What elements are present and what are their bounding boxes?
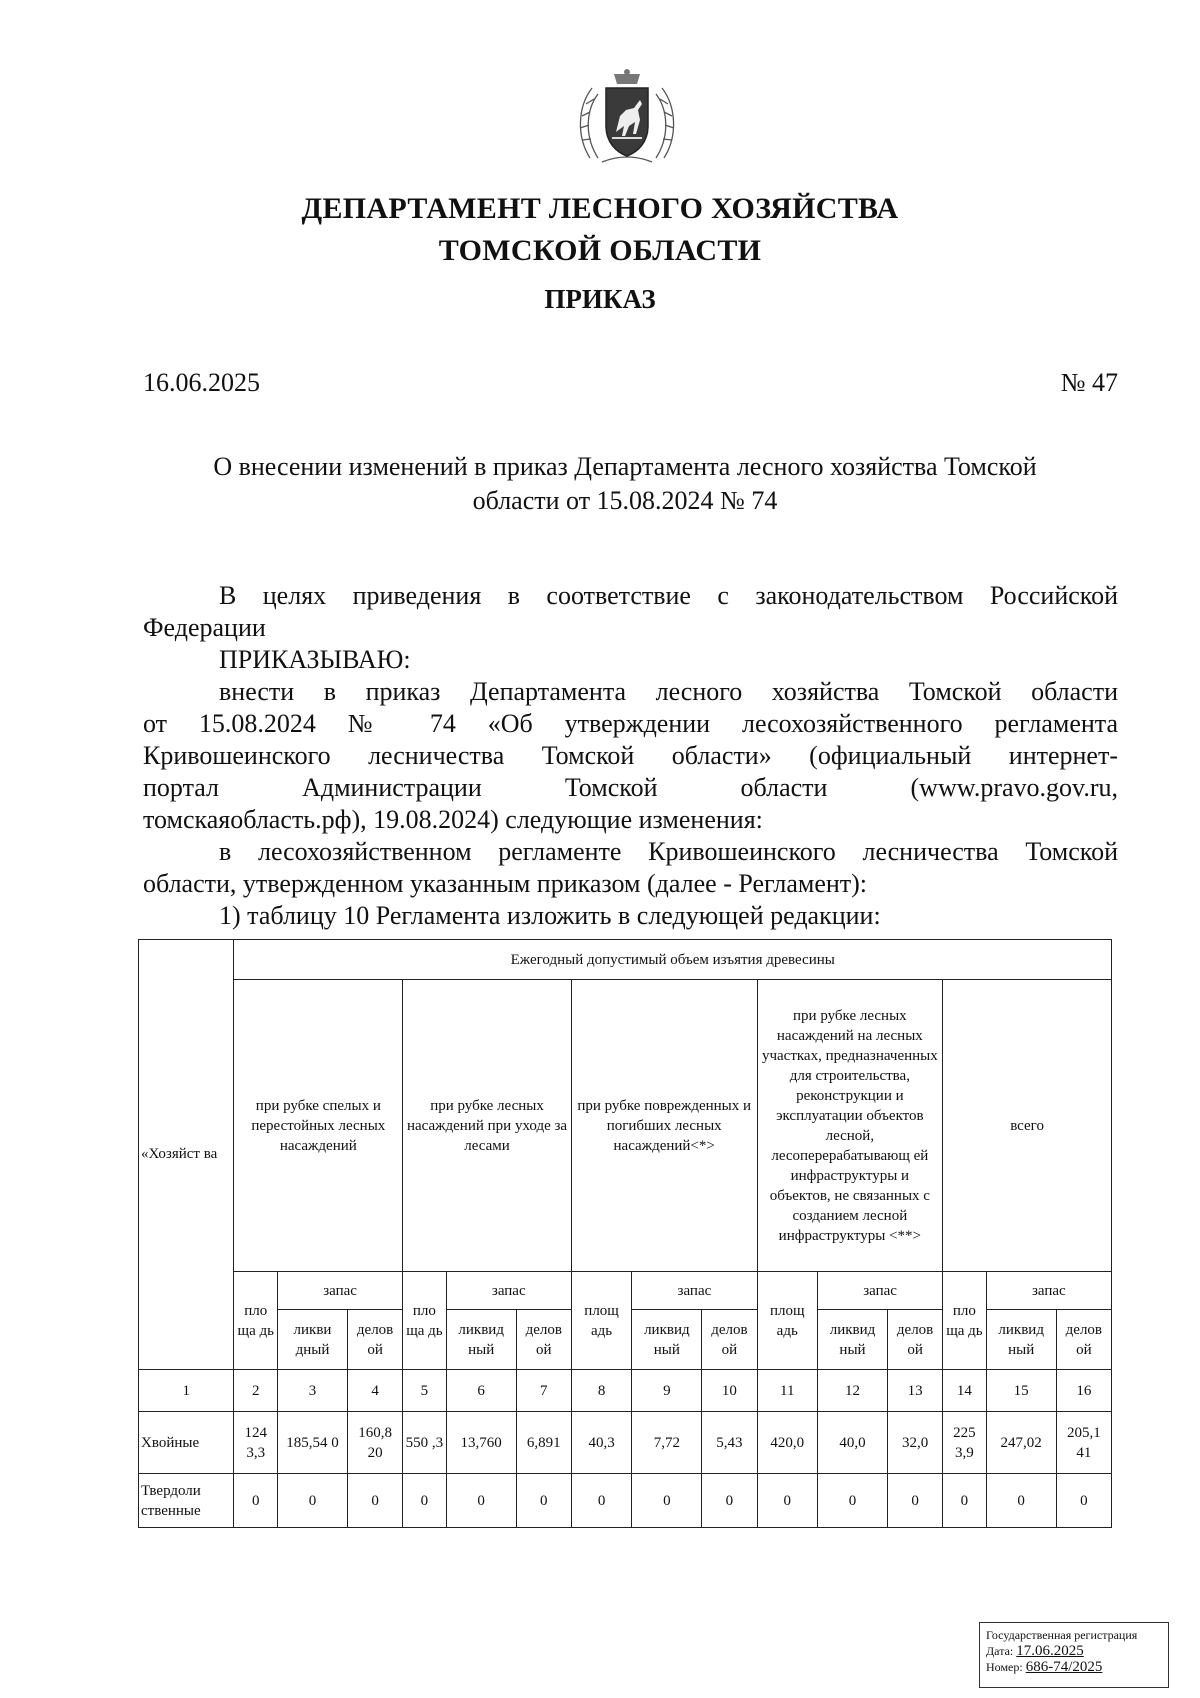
- department-title: [0, 188, 1200, 272]
- table-cell: 550 ,3: [403, 1412, 447, 1474]
- header-stock: запас: [986, 1272, 1111, 1310]
- paragraph-4-line-2: области, утвержденном указанным приказом (далее - Регламент):: [143, 869, 868, 898]
- header-business: делов ой: [348, 1310, 403, 1370]
- stamp-number-value: 686-74/2025: [1025, 1659, 1103, 1675]
- coat-of-arms-emblem: [572, 66, 682, 170]
- column-number-cell: 8: [571, 1370, 631, 1412]
- header-stock: запас: [277, 1272, 402, 1310]
- table-cell: 0: [888, 1474, 943, 1528]
- column-number-cell: 4: [348, 1370, 403, 1412]
- header-liquid: ликвид ный: [446, 1310, 516, 1370]
- table-cell: 13,760: [446, 1412, 516, 1474]
- paragraph-3-line-3: Кривошеинского лесничества Томской области» (официальный интернет-: [143, 741, 1118, 770]
- document-type: ПРИКАЗ: [544, 284, 656, 314]
- header-mature-felling: при рубке спелых и перестойных лесных насаждений: [234, 980, 403, 1272]
- logging-volume-table: [138, 939, 1112, 1528]
- department-line-1: ДЕПАРТАМЕНТ ЛЕСНОГО ХОЗЯЙСТВА: [301, 192, 899, 225]
- column-number-cell: 10: [702, 1370, 757, 1412]
- header-infrastructure-felling: при рубке лесных насаждений на лесных участках, предназначенных для строительства, реконструкции и эксплуатации объектов лесной, лесоперерабатывающ ей инфраструктуры и объектов, не связанных с созданием лесной инфраструктуры <**>: [757, 980, 943, 1272]
- paragraph-4-line-1: в лесохозяйственном регламенте Кривошеинского лесничества Томской: [219, 837, 1118, 866]
- subject-line-2: области от 15.08.2024 № 74: [472, 486, 778, 515]
- table-cell: 0: [234, 1474, 278, 1528]
- header-area: пло ща дь: [234, 1272, 278, 1370]
- table-cell: 0: [348, 1474, 403, 1528]
- column-number-row: [139, 1370, 1112, 1412]
- table-cell: 0: [1056, 1474, 1111, 1528]
- table-cell: 0: [571, 1474, 631, 1528]
- table-cell: 0: [702, 1474, 757, 1528]
- table-cell: 40,3: [571, 1412, 631, 1474]
- row-name-cell: Хвойные: [139, 1412, 234, 1474]
- header-care-felling: при рубке лесных насаждений при уходе за лесами: [403, 980, 572, 1272]
- column-number-cell: 5: [403, 1370, 447, 1412]
- header-area: пло ща дь: [403, 1272, 447, 1370]
- column-number-cell: 7: [516, 1370, 571, 1412]
- column-number-cell: 6: [446, 1370, 516, 1412]
- table-cell: 0: [757, 1474, 817, 1528]
- paragraph-3-line-5: томскаяобласть.рф), 19.08.2024) следующие изменения:: [143, 805, 763, 834]
- table-cell: 225 3,9: [943, 1412, 987, 1474]
- table-row: [139, 1412, 1112, 1474]
- table-cell: 0: [986, 1474, 1056, 1528]
- paragraph-5: 1) таблицу 10 Регламента изложить в следующей редакции:: [219, 901, 881, 930]
- column-number-cell: 16: [1056, 1370, 1111, 1412]
- table-cell: 185,54 0: [277, 1412, 347, 1474]
- table-cell: 0: [277, 1474, 347, 1528]
- column-number-cell: 11: [757, 1370, 817, 1412]
- header-stock: запас: [632, 1272, 757, 1310]
- header-group: Ежегодный допустимый объем изъятия древесины: [234, 940, 1112, 980]
- order-body: [143, 580, 1118, 932]
- department-line-2: ТОМСКОЙ ОБЛАСТИ: [438, 234, 762, 267]
- table-cell: 7,72: [632, 1412, 702, 1474]
- order-subject: [160, 450, 1090, 518]
- header-liquid: ликвид ный: [817, 1310, 887, 1370]
- table-cell: 6,891: [516, 1412, 571, 1474]
- column-number-cell: 2: [234, 1370, 278, 1412]
- paragraph-3-line-4: портал Администрации Томской области (www.pravo.gov.ru,: [143, 773, 1118, 802]
- header-liquid: ликви дный: [277, 1310, 347, 1370]
- column-number-cell: 12: [817, 1370, 887, 1412]
- stamp-date-label: Дата:: [986, 1644, 1014, 1658]
- header-liquid: ликвид ный: [986, 1310, 1056, 1370]
- header-business: делов ой: [516, 1310, 571, 1370]
- column-number-cell: 13: [888, 1370, 943, 1412]
- paragraph-2: ПРИКАЗЫВАЮ:: [219, 645, 411, 674]
- header-total: всего: [943, 980, 1112, 1272]
- table-cell: 32,0: [888, 1412, 943, 1474]
- header-farm: «Хозяйст ва: [139, 940, 234, 1370]
- registration-stamp: [979, 1622, 1169, 1688]
- header-damaged-felling: при рубке поврежденных и погибших лесных насаждений<*>: [571, 980, 757, 1272]
- header-business: делов ой: [702, 1310, 757, 1370]
- paragraph-1-line-2: Федерации: [143, 613, 266, 642]
- paragraph-3-line-2: от 15.08.2024 № 74 «Об утверждении лесохозяйственного регламента: [143, 709, 1118, 738]
- subject-line-1: О внесении изменений в приказ Департамента лесного хозяйства Томской: [213, 452, 1037, 481]
- stamp-date-value: 17.06.2025: [1016, 1643, 1084, 1659]
- table-cell: 0: [516, 1474, 571, 1528]
- order-date: 16.06.2025: [143, 368, 260, 397]
- table-cell: 205,1 41: [1056, 1412, 1111, 1474]
- stamp-number-label: Номер:: [986, 1660, 1023, 1674]
- table-cell: 0: [817, 1474, 887, 1528]
- column-number-cell: 15: [986, 1370, 1056, 1412]
- table-cell: 0: [943, 1474, 987, 1528]
- table-cell: 420,0: [757, 1412, 817, 1474]
- header-area: площ адь: [571, 1272, 631, 1370]
- header-area: площ адь: [757, 1272, 817, 1370]
- column-number-cell: 9: [632, 1370, 702, 1412]
- header-liquid: ликвид ный: [632, 1310, 702, 1370]
- header-business: делов ой: [888, 1310, 943, 1370]
- stamp-title: Государственная регистрация: [986, 1628, 1138, 1642]
- row-name-cell: Твердоли ственные: [139, 1474, 234, 1528]
- header-business: делов ой: [1056, 1310, 1111, 1370]
- table-cell: 0: [632, 1474, 702, 1528]
- table-cell: 124 3,3: [234, 1412, 278, 1474]
- header-area: пло ща дь: [943, 1272, 987, 1370]
- stamp-number: [986, 1657, 1162, 1677]
- table-cell: 247,02: [986, 1412, 1056, 1474]
- column-number-cell: 14: [943, 1370, 987, 1412]
- paragraph-3-line-1: внести в приказ Департамента лесного хозяйства Томской области: [219, 677, 1118, 706]
- table-cell: 0: [403, 1474, 447, 1528]
- table-cell: 5,43: [702, 1412, 757, 1474]
- column-number-cell: 1: [139, 1370, 234, 1412]
- paragraph-1-line-1: В целях приведения в соответствие с законодательством Российской: [219, 581, 1118, 610]
- table-cell: 40,0: [817, 1412, 887, 1474]
- table-cell: 0: [446, 1474, 516, 1528]
- column-number-cell: 3: [277, 1370, 347, 1412]
- order-number: № 47: [1060, 368, 1118, 397]
- table-cell: 160,8 20: [348, 1412, 403, 1474]
- header-stock: запас: [817, 1272, 942, 1310]
- header-stock: запас: [446, 1272, 571, 1310]
- table-row: [139, 1474, 1112, 1528]
